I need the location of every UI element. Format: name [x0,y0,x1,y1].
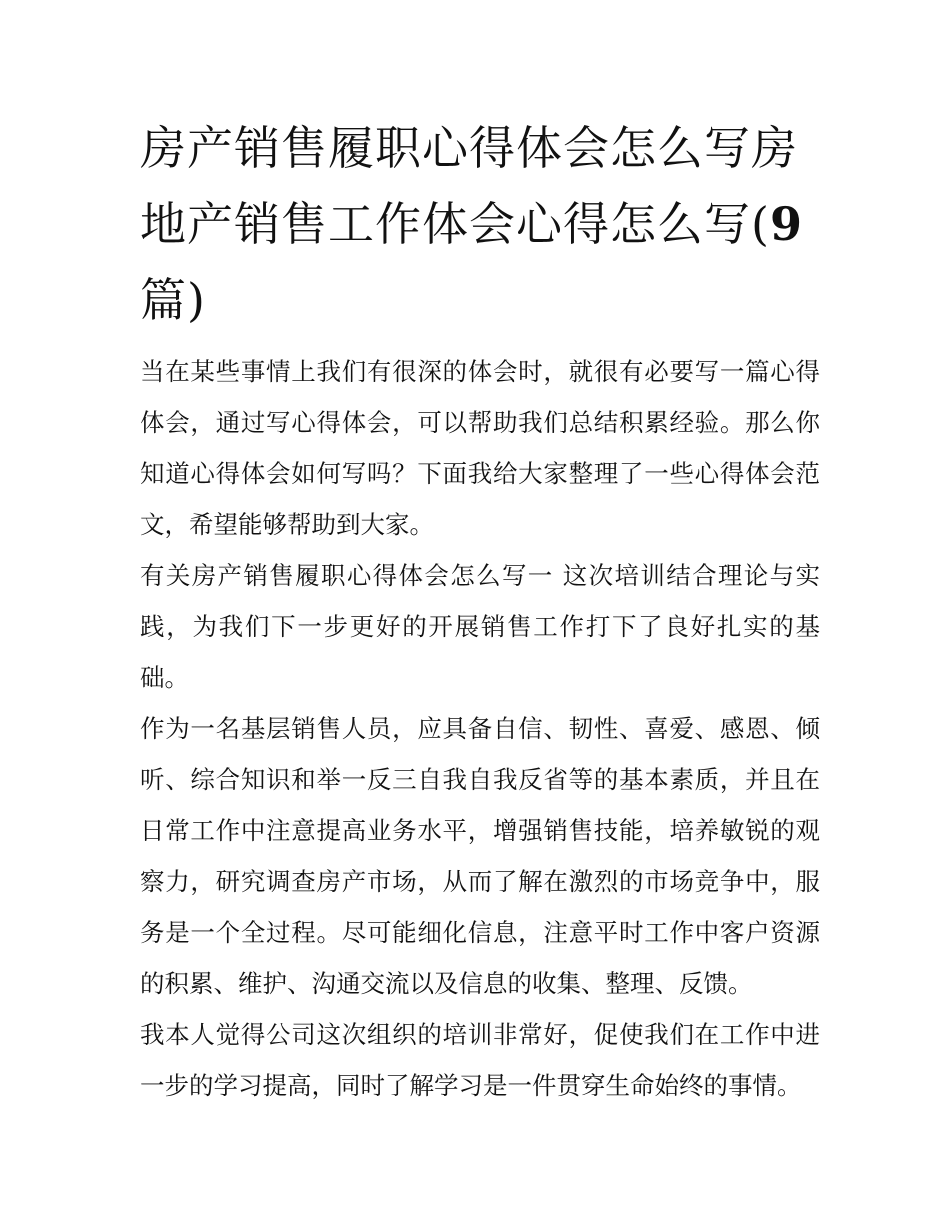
title-text: 房产销售履职心得体会怎么写房地产销售工作体会心得怎么写( [140,121,798,251]
paragraph-section-one: 有关房产销售履职心得体会怎么写一 这次培训结合理论与实践，为我们下一步更好的开展销售工作打下了良好扎实的基础。 [140,561,820,692]
title-count: 9 [769,197,803,251]
document-content [140,110,820,1111]
paragraph-qualities: 作为一名基层销售人员，应具备自信、韧性、喜爱、感恩、倾听、综合知识和举一反三自我自我反省等的基本素质，并且在日常工作中注意提高业务水平，增强销售技能，培养敏锐的观察力，研究调查房产市场，从而了解在激烈的市场竞争中，服务是一个全过程。尽可能细化信息，注意平时工作中客户资源的积累、维护、沟通交流以及信息的收集、整理、反馈。 [140,714,820,998]
paragraph-intro: 当在某些事情上我们有很深的体会时，就很有必要写一篇心得体会，通过写心得体会，可以帮助我们总结积累经验。那么你知道心得体会如何写吗？下面我给大家整理了一些心得体会范文，希望能够帮助到大家。 [140,357,820,539]
document-title [140,110,820,338]
paragraph-training: 我本人觉得公司这次组织的培训非常好，促使我们在工作中进一步的学习提高，同时了解学习是一件贯穿生命始终的事情。 [140,1020,820,1100]
title-suffix: 篇) [140,273,206,327]
